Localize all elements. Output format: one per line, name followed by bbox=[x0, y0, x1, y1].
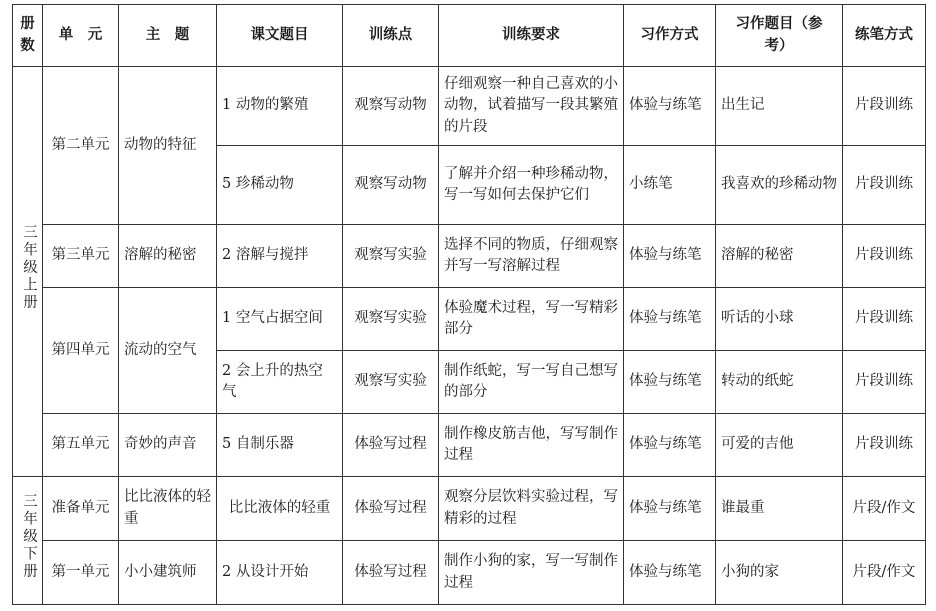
header-lesson: 课文题目 bbox=[217, 5, 343, 67]
practice-cell: 片段训练 bbox=[843, 225, 926, 288]
header-requirement: 训练要求 bbox=[439, 5, 624, 67]
table-row bbox=[13, 541, 926, 605]
book-cell: 三年级下册 bbox=[13, 477, 43, 605]
lesson-cell: 2 从设计开始 bbox=[217, 541, 343, 605]
practice-cell: 片段/作文 bbox=[843, 477, 926, 541]
theme-cell: 溶解的秘密 bbox=[119, 225, 217, 288]
point-cell: 观察写实验 bbox=[343, 225, 439, 288]
practice-cell: 片段训练 bbox=[843, 288, 926, 351]
point-cell: 体验写过程 bbox=[343, 414, 439, 477]
table-row bbox=[13, 67, 926, 146]
topic-cell: 转动的纸蛇 bbox=[716, 351, 843, 414]
practice-cell: 片段/作文 bbox=[843, 541, 926, 605]
lesson-cell: 比比液体的轻重 bbox=[217, 477, 343, 541]
requirement-cell: 制作小狗的家，写一写制作过程 bbox=[439, 541, 624, 605]
theme-cell: 小小建筑师 bbox=[119, 541, 217, 605]
unit-cell: 第二单元 bbox=[43, 67, 119, 225]
point-cell: 观察写动物 bbox=[343, 67, 439, 146]
theme-cell: 动物的特征 bbox=[119, 67, 217, 225]
practice-cell: 片段训练 bbox=[843, 351, 926, 414]
method-cell: 小练笔 bbox=[624, 146, 716, 225]
topic-cell: 谁最重 bbox=[716, 477, 843, 541]
header-method: 习作方式 bbox=[624, 5, 716, 67]
method-cell: 体验与练笔 bbox=[624, 477, 716, 541]
header-unit: 单 元 bbox=[43, 5, 119, 67]
lesson-cell: 5 自制乐器 bbox=[217, 414, 343, 477]
lesson-cell: 1 动物的繁殖 bbox=[217, 67, 343, 146]
table-row bbox=[13, 288, 926, 351]
theme-cell: 奇妙的声音 bbox=[119, 414, 217, 477]
table-row bbox=[13, 225, 926, 288]
table-row bbox=[13, 477, 926, 541]
method-cell: 体验与练笔 bbox=[624, 414, 716, 477]
requirement-cell: 制作橡皮筋吉他，写写制作过程 bbox=[439, 414, 624, 477]
practice-cell: 片段训练 bbox=[843, 146, 926, 225]
topic-cell: 我喜欢的珍稀动物 bbox=[716, 146, 843, 225]
method-cell: 体验与练笔 bbox=[624, 541, 716, 605]
requirement-cell: 体验魔术过程，写一写精彩部分 bbox=[439, 288, 624, 351]
requirement-cell: 制作纸蛇，写一写自己想写的部分 bbox=[439, 351, 624, 414]
curriculum-table bbox=[12, 4, 926, 605]
header-theme: 主 题 bbox=[119, 5, 217, 67]
requirement-cell: 了解并介绍一种珍稀动物，写一写如何去保护它们 bbox=[439, 146, 624, 225]
practice-cell: 片段训练 bbox=[843, 414, 926, 477]
table-row bbox=[13, 414, 926, 477]
unit-cell: 第一单元 bbox=[43, 541, 119, 605]
method-cell: 体验与练笔 bbox=[624, 351, 716, 414]
header-row bbox=[13, 5, 926, 67]
unit-cell: 第五单元 bbox=[43, 414, 119, 477]
lesson-cell: 2 溶解与搅拌 bbox=[217, 225, 343, 288]
point-cell: 体验写过程 bbox=[343, 477, 439, 541]
book-cell: 三年级上册 bbox=[13, 67, 43, 477]
unit-cell: 准备单元 bbox=[43, 477, 119, 541]
point-cell: 观察写实验 bbox=[343, 288, 439, 351]
method-cell: 体验与练笔 bbox=[624, 288, 716, 351]
header-book: 册数 bbox=[13, 5, 43, 67]
unit-cell: 第三单元 bbox=[43, 225, 119, 288]
theme-cell: 流动的空气 bbox=[119, 288, 217, 414]
topic-cell: 出生记 bbox=[716, 67, 843, 146]
unit-cell: 第四单元 bbox=[43, 288, 119, 414]
point-cell: 观察写动物 bbox=[343, 146, 439, 225]
topic-cell: 可爱的吉他 bbox=[716, 414, 843, 477]
topic-cell: 溶解的秘密 bbox=[716, 225, 843, 288]
point-cell: 观察写实验 bbox=[343, 351, 439, 414]
practice-cell: 片段训练 bbox=[843, 67, 926, 146]
point-cell: 体验写过程 bbox=[343, 541, 439, 605]
header-point: 训练点 bbox=[343, 5, 439, 67]
lesson-cell: 5 珍稀动物 bbox=[217, 146, 343, 225]
requirement-cell: 观察分层饮料实验过程，写精彩的过程 bbox=[439, 477, 624, 541]
topic-cell: 小狗的家 bbox=[716, 541, 843, 605]
topic-cell: 听话的小球 bbox=[716, 288, 843, 351]
header-topic: 习作题目（参考） bbox=[716, 5, 843, 67]
theme-cell: 比比液体的轻重 bbox=[119, 477, 217, 541]
header-practice: 练笔方式 bbox=[843, 5, 926, 67]
requirement-cell: 仔细观察一种自己喜欢的小动物，试着描写一段其繁殖的片段 bbox=[439, 67, 624, 146]
lesson-cell: 1 空气占据空间 bbox=[217, 288, 343, 351]
method-cell: 体验与练笔 bbox=[624, 225, 716, 288]
method-cell: 体验与练笔 bbox=[624, 67, 716, 146]
requirement-cell: 选择不同的物质，仔细观察并写一写溶解过程 bbox=[439, 225, 624, 288]
lesson-cell: 2 会上升的热空气 bbox=[217, 351, 343, 414]
